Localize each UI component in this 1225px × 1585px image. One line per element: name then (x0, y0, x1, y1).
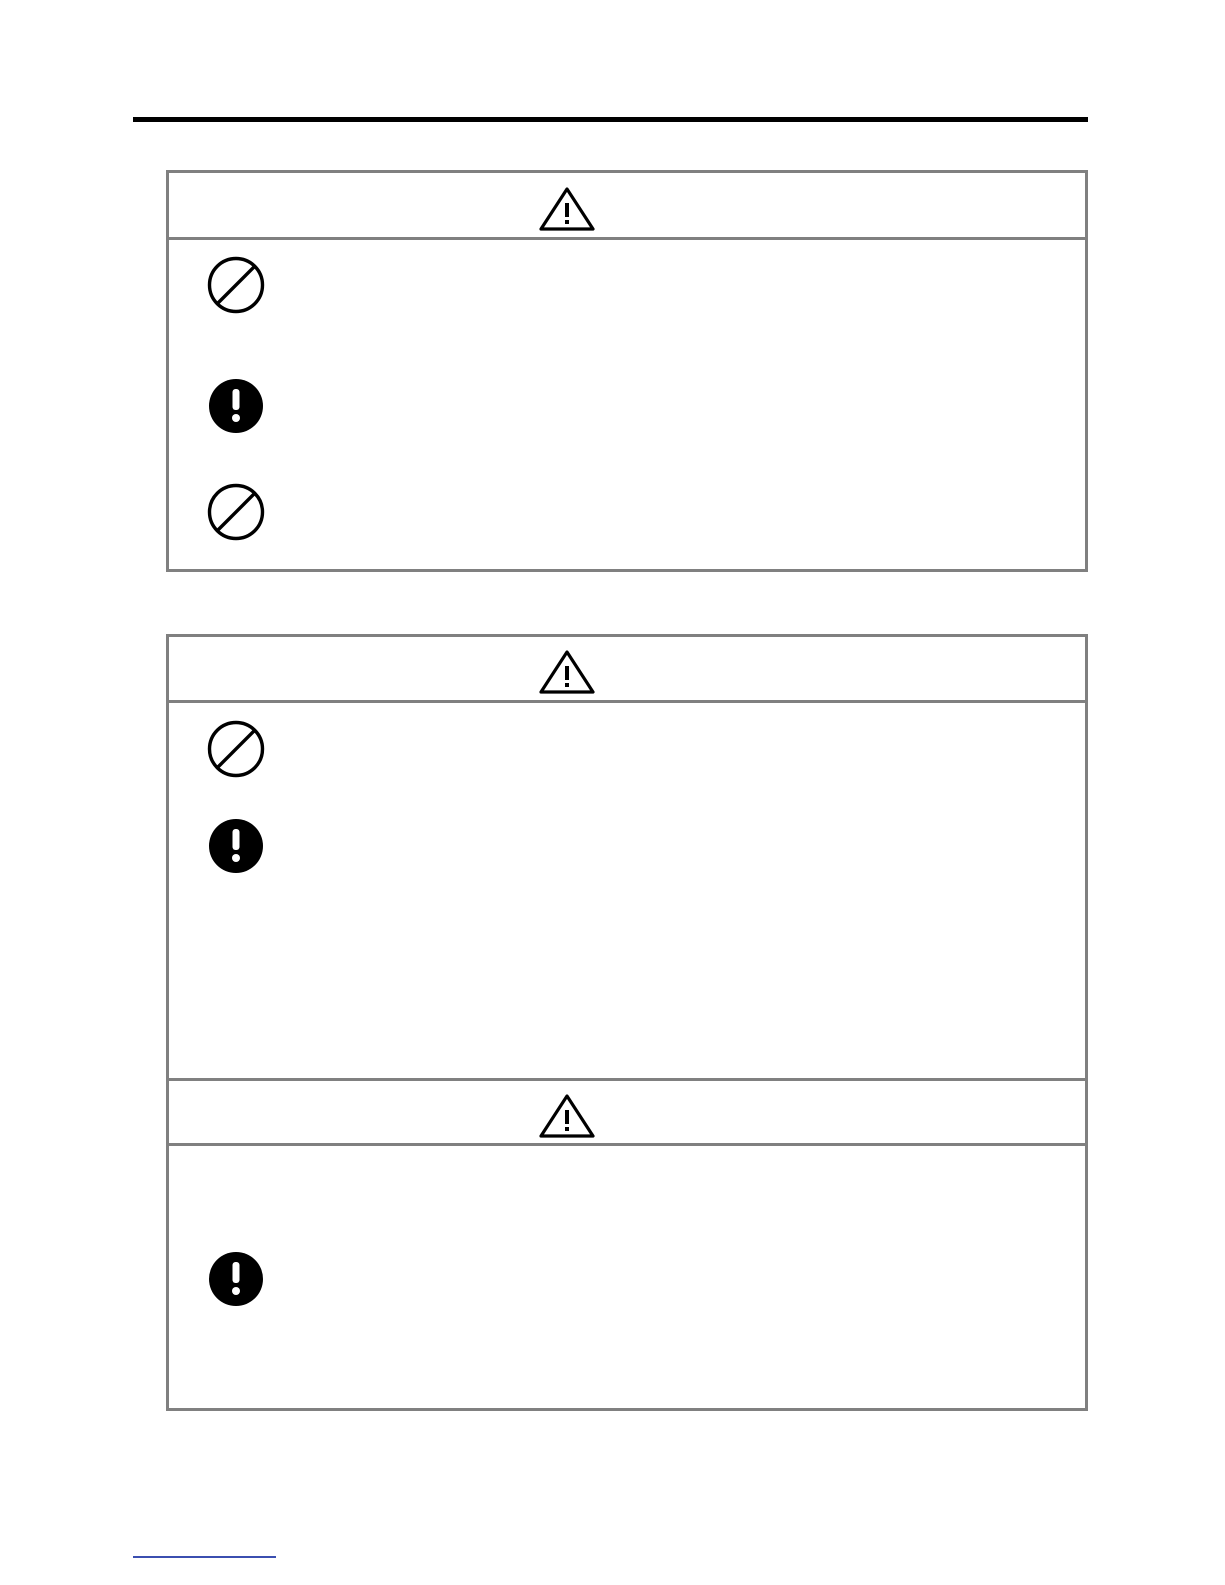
warning-triangle-icon (538, 649, 596, 695)
warning-box-2-head-divider (169, 700, 1085, 703)
footer-underline (133, 1556, 276, 1558)
mandatory-exclamation-icon (206, 376, 266, 436)
prohibition-icon (206, 255, 266, 315)
prohibition-icon (206, 482, 266, 542)
header-rule (133, 117, 1088, 122)
mandatory-exclamation-icon (206, 1249, 266, 1309)
warning-box-1 (166, 170, 1088, 572)
warning-box-1-head-divider (169, 237, 1085, 240)
warning-triangle-icon (538, 186, 596, 232)
prohibition-icon (206, 719, 266, 779)
warning-box-2 (166, 634, 1088, 1082)
caution-box-3-head-divider (169, 1143, 1085, 1146)
caution-box-3 (166, 1078, 1088, 1411)
mandatory-exclamation-icon (206, 816, 266, 876)
warning-triangle-icon (538, 1093, 596, 1139)
